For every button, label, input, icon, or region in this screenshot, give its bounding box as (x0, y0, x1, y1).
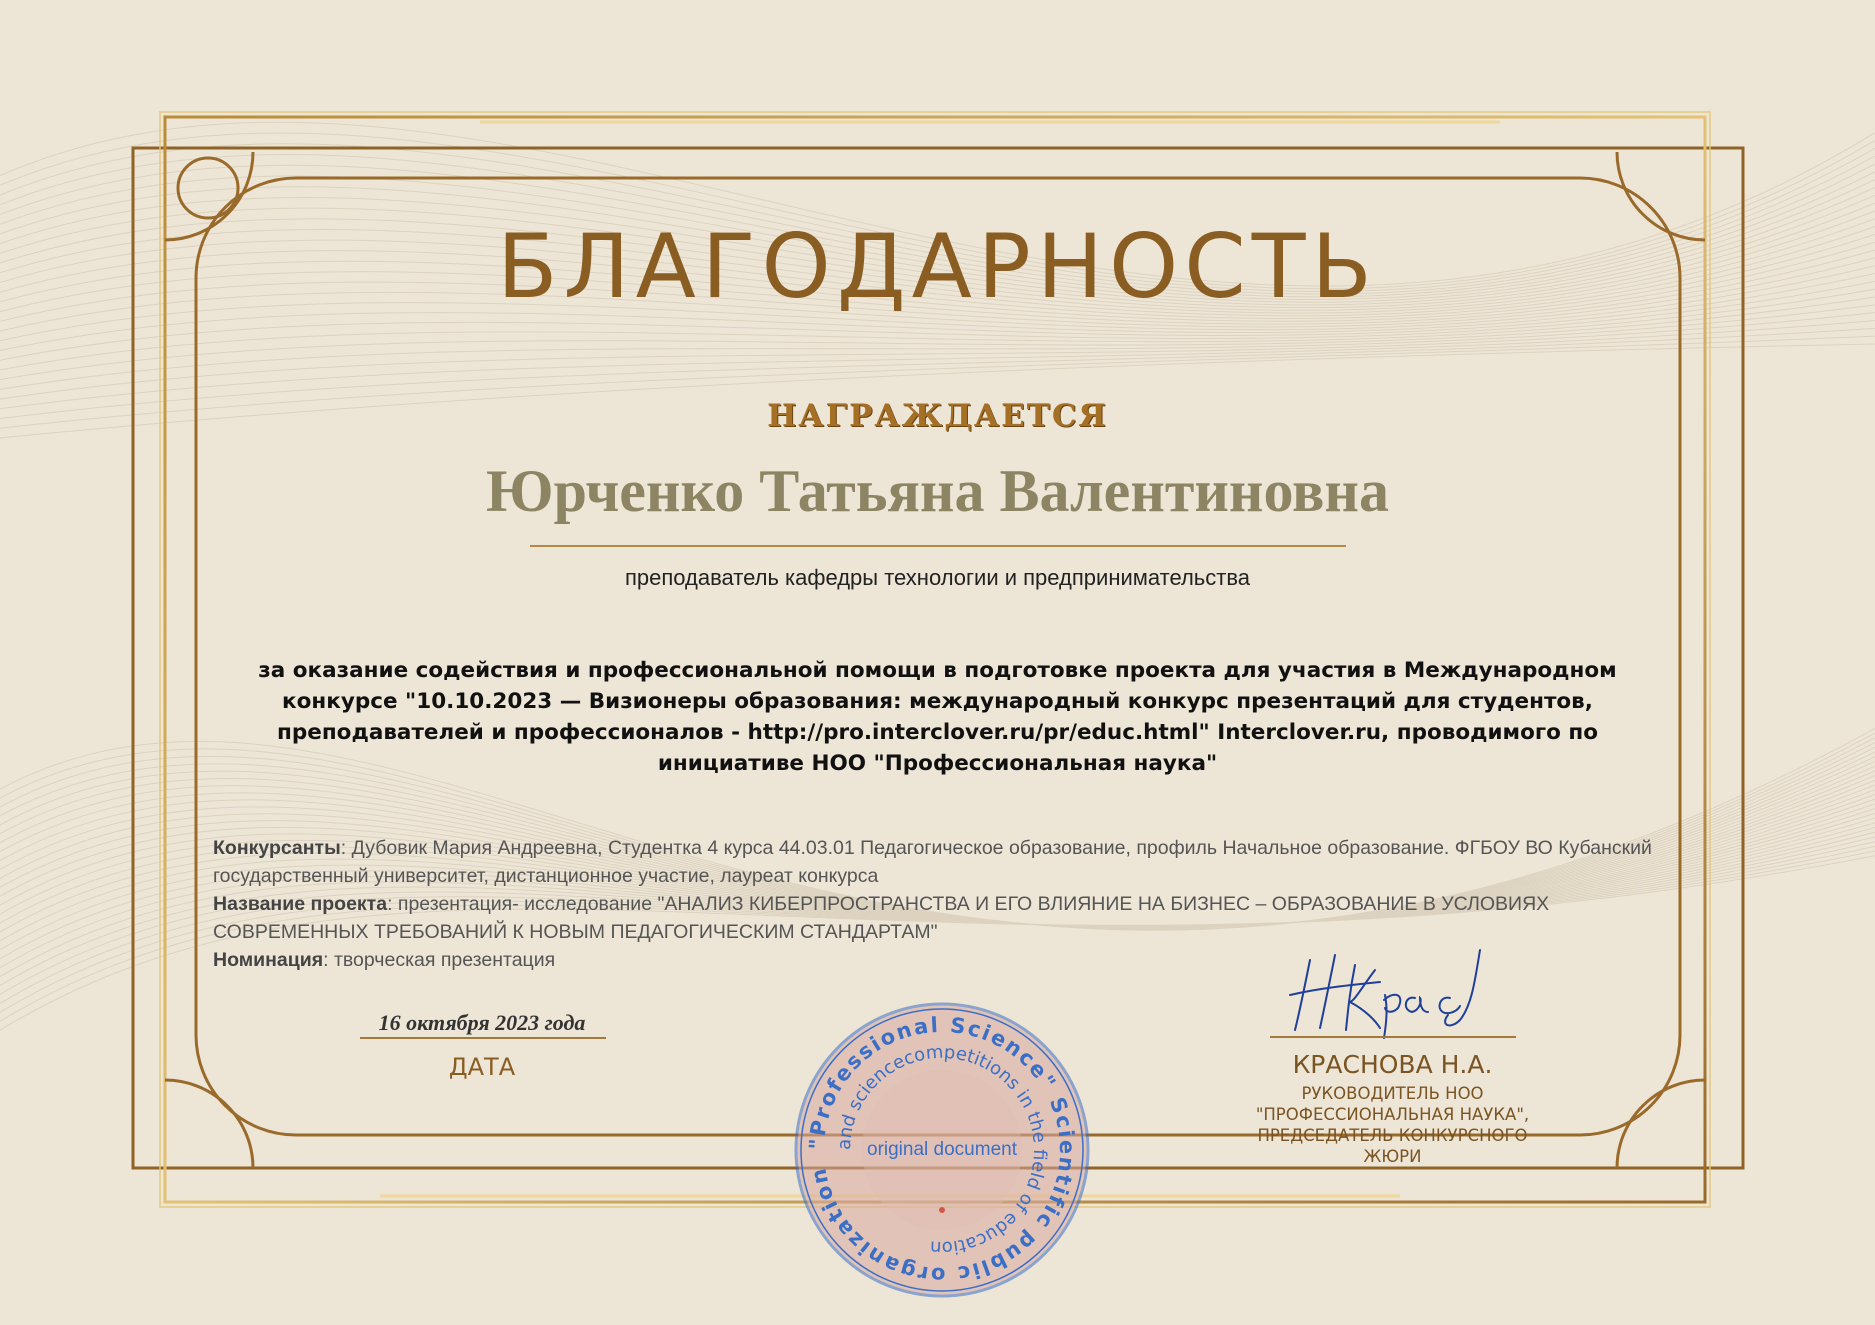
nomination-label: Номинация (213, 949, 324, 971)
signer-name: КРАСНОВА Н.А. (1292, 1050, 1493, 1079)
stamp-ring-text: "Professional Science" Scientific public organization (804, 1012, 1080, 1288)
certificate-title: БЛАГОДАРНОСТЬ (497, 215, 1378, 318)
signer-role: РУКОВОДИТЕЛЬ НОО "ПРОФЕССИОНАЛЬНАЯ НАУКА", ПРЕДСЕДАТЕЛЬ КОНКУРСНОГО ЖЮРИ (1255, 1084, 1530, 1166)
contestants-label: Конкурсанты (213, 837, 341, 859)
date-value: 16 октября 2023 года (378, 1010, 586, 1035)
stamp-center-text: original document (867, 1139, 1017, 1160)
name-underline (530, 545, 1346, 547)
award-reason: за оказание содействия и профессиональной помощи в подготовке проекта для участия в Международном конкурсе "10.10.2023 — Визионеры образования: международный конкурс презентаций для студентов, преподавателей и профессионалов - http://pro.interclover.ru/pr/educ.html" Interclover.ru, проводимого по инициативе НОО "Профессиональная наука" (258, 658, 1617, 776)
organization-stamp (792, 1000, 1092, 1300)
project-row (213, 890, 1653, 946)
date-label: ДАТА (448, 1053, 516, 1081)
nomination-value: : творческая презентация (323, 949, 556, 971)
stamp-inner-ring-text: and sciencecompetitions in the field of education (833, 1041, 1051, 1259)
contestants-value: : Дубовик Мария Андреевна, Студентка 4 курса 44.03.01 Педагогическое образование, профиль Начальное образование. ФГБОУ ВО Кубанский государственный университет, дистанционное участие, лауреат конкурса (213, 837, 1652, 887)
recipient-position: преподаватель кафедры технологии и предпринимательства (624, 565, 1251, 590)
recipient-name: Юрченко Татьяна Валентиновна (486, 458, 1389, 524)
awarded-label: НАГРАЖДАЕТСЯ (767, 398, 1108, 434)
date-underline (360, 1037, 606, 1039)
handwritten-signature (1280, 940, 1500, 1040)
signature-underline (1270, 1036, 1516, 1038)
project-value: : презентация- исследование "АНАЛИЗ КИБЕРПРОСТРАНСТВА И ЕГО ВЛИЯНИЕ НА БИЗНЕС – ОБРАЗОВАНИЕ В УСЛОВИЯХ СОВРЕМЕННЫХ ТРЕБОВАНИЙ К НОВЫМ ПЕДАГОГИЧЕСКИМ СТАНДАРТАМ" (213, 893, 1550, 943)
contestants-row (213, 834, 1653, 890)
project-label: Название проекта (213, 893, 388, 915)
